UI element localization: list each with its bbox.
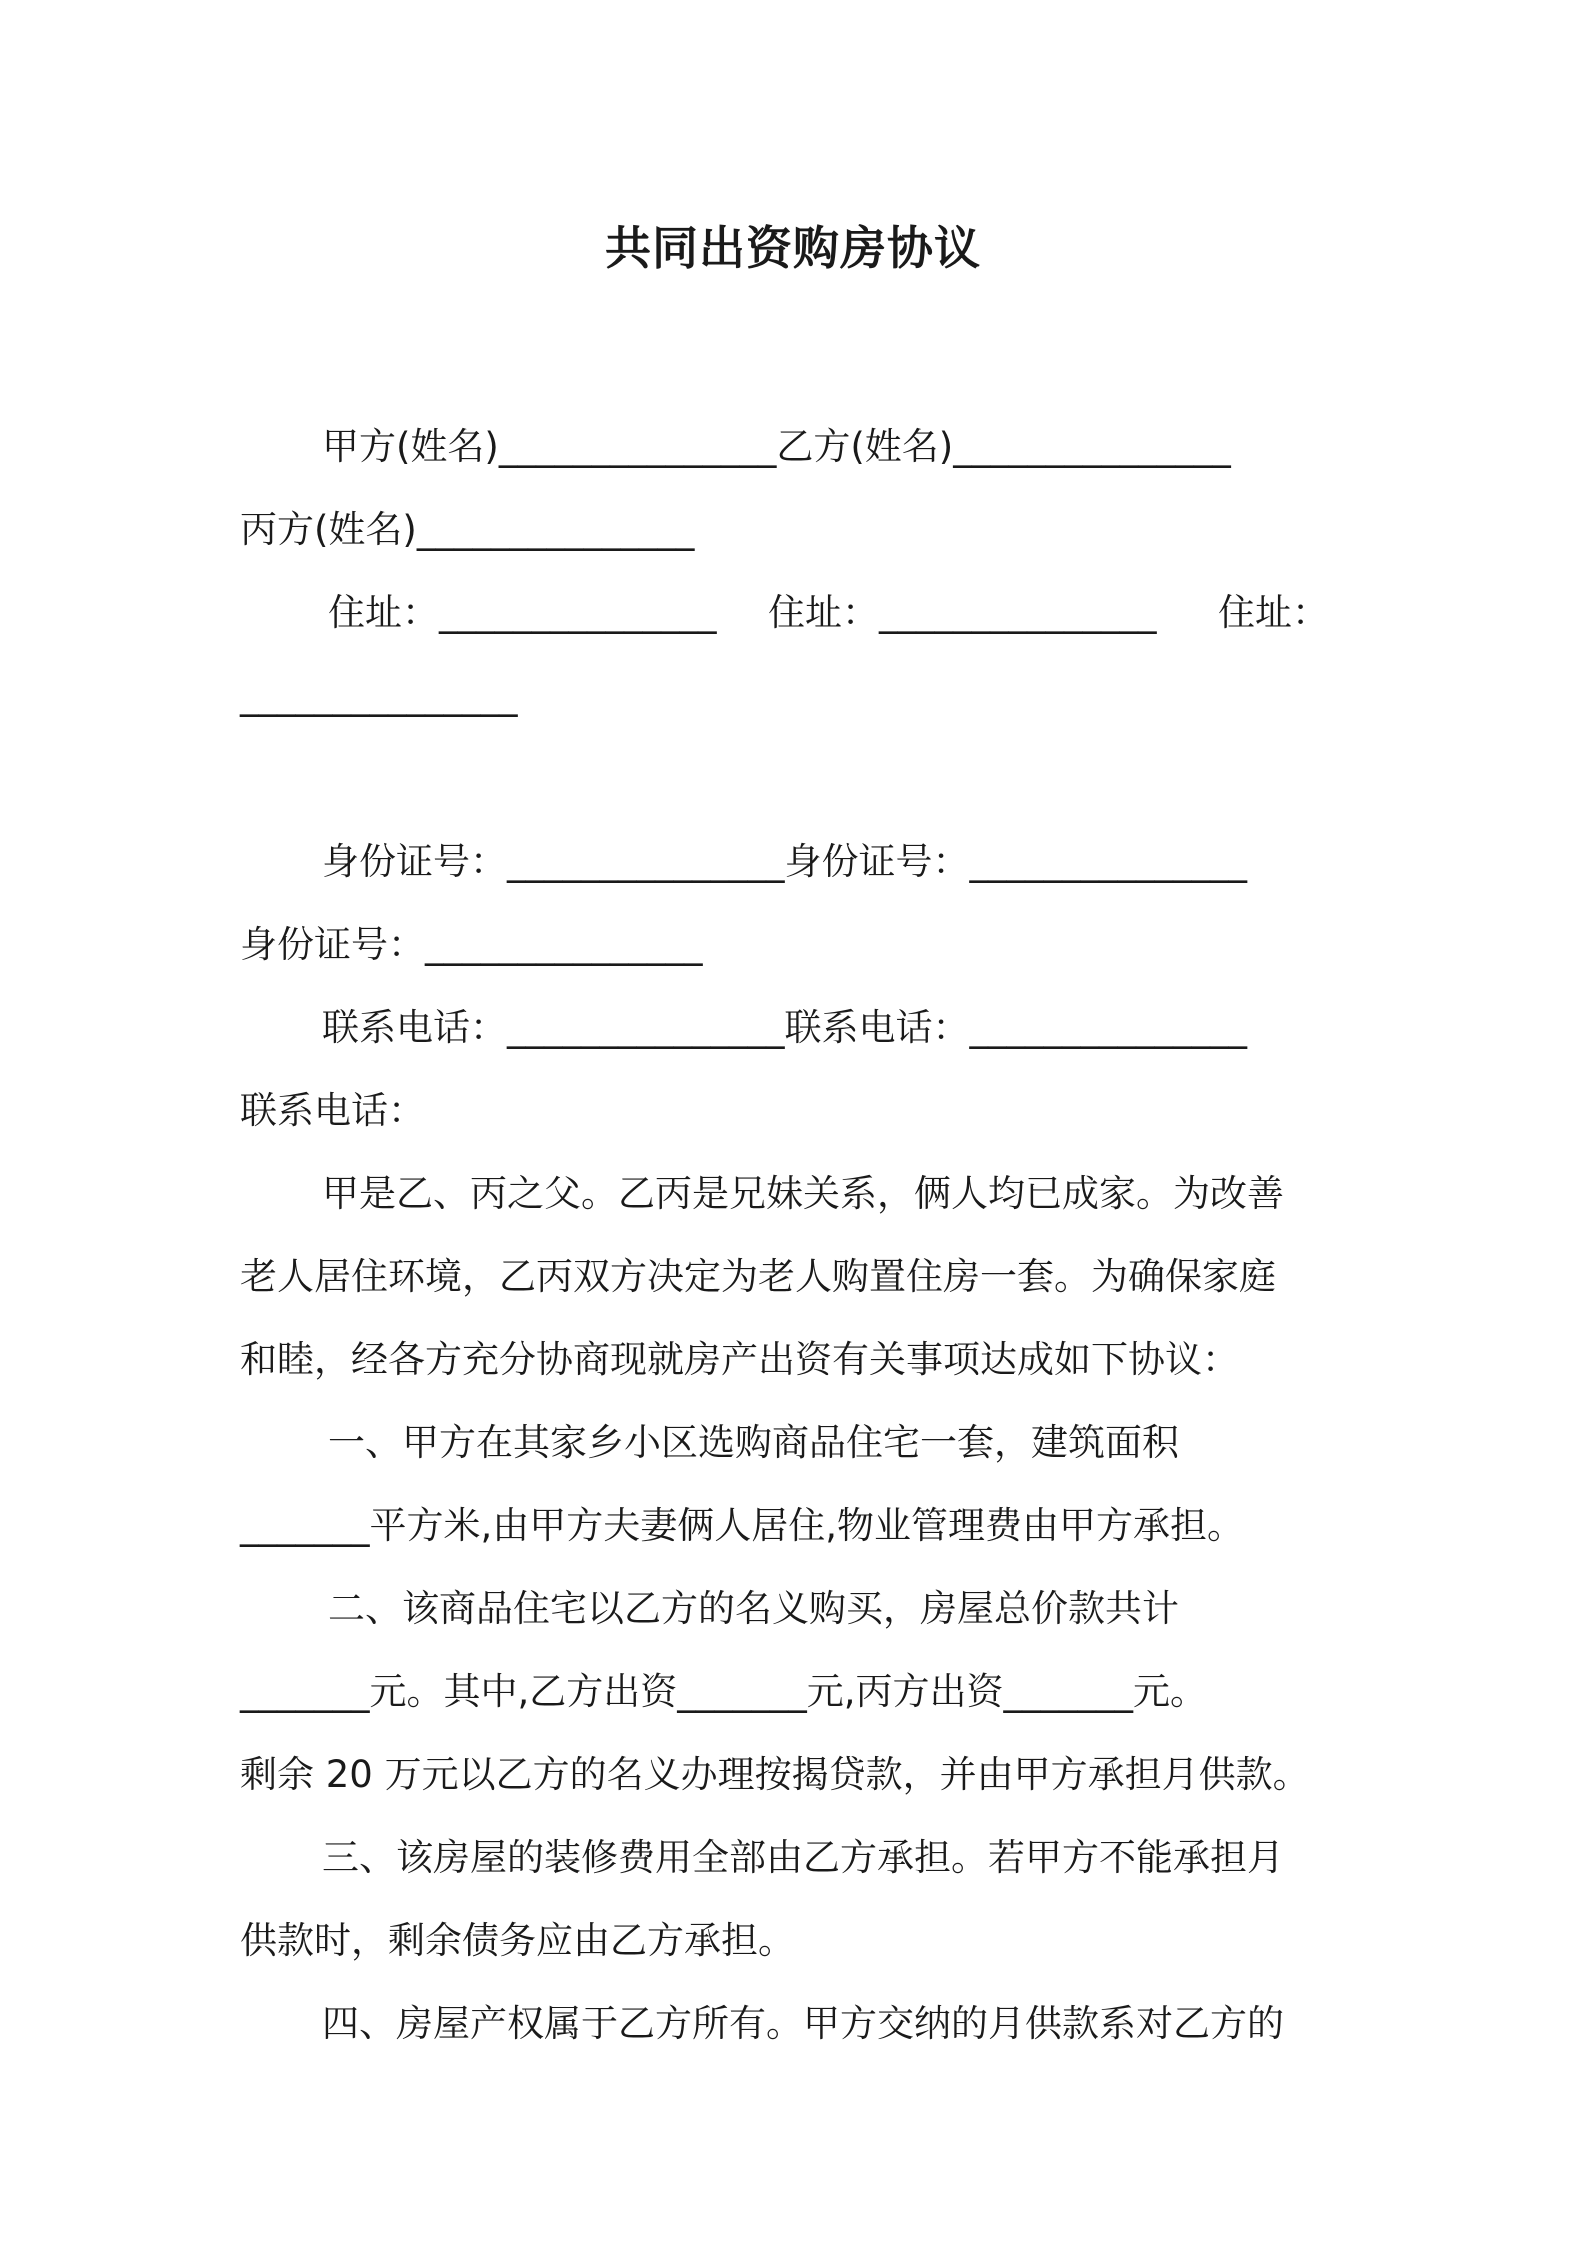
address-label-c: 住址： [1218, 591, 1329, 634]
address-line-gap-2 [240, 737, 1360, 820]
clause-1-line-2: _______平方米,由甲方夫妻俩人居住,物业管理费由甲方承担。 [240, 1504, 1245, 1547]
clause-2-line-2: _______元。其中,乙方出资_______元,丙方出资_______元。 [240, 1670, 1208, 1713]
party-address-line [240, 571, 1360, 654]
clause-2-line-1: 二、该商品住宅以乙方的名义购买，房屋总价款共计 [328, 1587, 1179, 1630]
preamble-line-2: 老人居住环境，乙丙双方决定为老人购置住房一套。为确保家庭 [240, 1255, 1276, 1298]
address-label-b: 住址： [768, 591, 879, 634]
address-blank-c: _______________ [240, 674, 518, 717]
party-names-line-2: 丙方(姓名)_______________ [240, 508, 695, 551]
clause-1-line-1: 一、甲方在其家乡小区选购商品住宅一套，建筑面积 [328, 1421, 1179, 1464]
address-label-a: 住址： [328, 591, 439, 634]
party-phone-line-2: 联系电话： [240, 1089, 425, 1132]
clause-3-line-2: 供款时，剩余债务应由乙方承担。 [240, 1919, 795, 1962]
document-body [240, 405, 1360, 2065]
clause-4-line-1: 四、房屋产权属于乙方所有。甲方交纳的月供款系对乙方的 [322, 2002, 1284, 2045]
document-title: 共同出资购房协议 [605, 221, 981, 275]
party-names-line-1: 甲方(姓名)_______________乙方(姓名)_______________ [322, 425, 1231, 468]
address-blank-b: _______________ [879, 591, 1157, 634]
clause-2-line-3: 剩余 20 万元以乙方的名义办理按揭贷款，并由甲方承担月供款。 [240, 1753, 1310, 1796]
address-blank-a: _______________ [439, 591, 717, 634]
party-phone-line-1: 联系电话：_______________联系电话：_______________ [322, 1006, 1247, 1049]
preamble-line-3: 和睦，经各方充分协商现就房产出资有关事项达成如下协议： [240, 1338, 1239, 1381]
party-id-line-2: 身份证号：_______________ [240, 923, 703, 966]
clause-3-line-1: 三、该房屋的装修费用全部由乙方承担。若甲方不能承担月 [322, 1836, 1284, 1879]
party-id-line-1: 身份证号：_______________身份证号：_______________ [322, 840, 1247, 883]
preamble-line-1: 甲是乙、丙之父。乙丙是兄妹关系，俩人均已成家。为改善 [322, 1172, 1284, 1215]
